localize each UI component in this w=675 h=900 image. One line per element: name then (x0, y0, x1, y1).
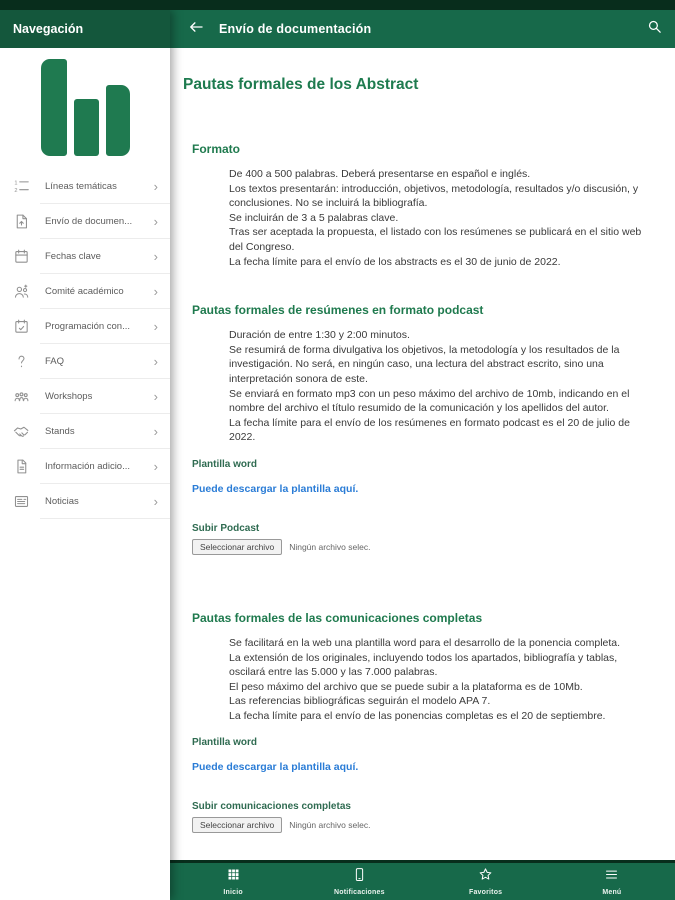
comunicaciones-file-input (192, 817, 675, 833)
nav-item-inicio[interactable]: Inicio (203, 867, 263, 896)
grid-icon (226, 867, 241, 887)
logo-bar-3 (106, 85, 130, 156)
sidebar-item-comite-academico[interactable]: Comité académico › (0, 274, 170, 309)
sidebar-item-programacion[interactable]: Programación con... › (0, 309, 170, 344)
drawer-menu (0, 169, 170, 519)
svg-text:2: 2 (13, 188, 18, 195)
chevron-right-icon: › (153, 354, 158, 369)
navigation-drawer (0, 10, 170, 900)
question-icon (12, 353, 30, 371)
page-title: Pautas formales de los Abstract (183, 76, 419, 93)
subir-comunicaciones-label: Subir comunicaciones completas (192, 801, 351, 813)
svg-text:1: 1 (13, 180, 18, 187)
document-upload-icon (12, 213, 30, 231)
status-bar (0, 0, 675, 10)
chevron-right-icon: › (153, 214, 158, 229)
sidebar-item-informacion-adicional[interactable]: Información adicio... › (0, 449, 170, 484)
menu-icon (604, 867, 619, 887)
section-heading-formato: Formato (192, 142, 240, 156)
paragraph-line: La fecha límite para el envío de los abstracts es el 30 de junio de 2022. (229, 255, 561, 268)
paragraph-line: Tras ser aceptada la propuesta, el listado con los resúmenes se publicará en el sitio web del Congreso. (229, 226, 642, 253)
chevron-right-icon: › (153, 249, 158, 264)
search-button[interactable] (643, 18, 665, 40)
group-icon (12, 388, 30, 406)
logo-bar-2 (74, 99, 99, 156)
arrow-left-icon (187, 18, 205, 41)
paragraph-line: De 400 a 500 palabras. Deberá presentarse en español e inglés. (229, 168, 531, 180)
paragraph-line: La extensión de los originales, incluyendo todos los apartados, bibliografía y tablas, oscilará entre las 5.000 y las 7.000 palabras. (229, 651, 618, 679)
sidebar-item-lineas-tematicas[interactable]: 1 2 Líneas temáticas › (0, 169, 170, 204)
subir-podcast-label: Subir Podcast (192, 522, 260, 534)
paragraph-line: Duración de entre 1:30 y 2:00 minutos. (229, 329, 410, 342)
app-logo (0, 58, 170, 156)
paragraph-line: Se facilitará en la web una plantilla word para el desarrollo de la ponencia completa. (229, 636, 621, 649)
phone-icon (352, 867, 367, 887)
sidebar-item-faq[interactable]: FAQ › (0, 344, 170, 379)
nav-item-menu[interactable]: Menú (582, 867, 642, 896)
sidebar-item-fechas-clave[interactable]: Fechas clave › (0, 239, 170, 274)
paragraph-line: El peso máximo del archivo que se puede subir a la plataforma es de 10Mb. (229, 680, 583, 693)
select-file-button-podcast[interactable]: Seleccionar archivo (192, 539, 282, 555)
calendar-icon (12, 248, 30, 266)
plantilla-word-label-podcast: Plantilla word (192, 458, 258, 470)
paragraph-line: La fecha límite para el envío de los resúmenes en formato podcast es el 20 de julio de 2022. (229, 416, 630, 444)
paragraph-line: Los textos presentarán: introducción, objetivos, metodología, resultados y/o discusión, y conclusiones. No se incluirá la bibliografía. (229, 182, 639, 210)
nav-item-notificaciones[interactable]: Notificaciones (329, 867, 389, 896)
download-template-link-completas[interactable]: Puede descargar la plantilla aquí. (192, 761, 359, 774)
paragraph-line: Se incluirán de 3 a 5 palabras clave. (229, 211, 399, 224)
podcast-file-input (192, 539, 675, 555)
paragraph-line: Se resumirá de forma divulgativa los objetivos, la metodología y los resultados de la investigación. No será, en ningún caso, una lectura del abstract escrito, sino una interpretación sonora de este. (229, 343, 620, 385)
section-heading-comunicaciones: Pautas formales de las comunicaciones completas (192, 610, 483, 625)
numbered-list-icon (12, 178, 30, 196)
plantilla-word-label-completas: Plantilla word (192, 737, 258, 749)
document-icon (12, 458, 30, 476)
paragraph-line: La fecha límite para el envío de las ponencias completas es el 20 de septiembre. (229, 709, 606, 722)
chevron-right-icon: › (153, 319, 158, 334)
comunicaciones-paragraph (229, 636, 653, 724)
podcast-paragraph (229, 328, 653, 445)
chevron-right-icon: › (153, 459, 158, 474)
handshake-icon (12, 423, 30, 441)
drawer-header (0, 10, 170, 48)
sidebar-item-stands[interactable]: Stands › (0, 414, 170, 449)
logo-bar-1 (41, 59, 67, 156)
chevron-right-icon: › (153, 389, 158, 404)
bottom-nav (170, 860, 675, 900)
back-button[interactable] (185, 18, 207, 40)
news-icon (12, 493, 30, 511)
sidebar-item-workshops[interactable]: Workshops › (0, 379, 170, 414)
paragraph-line: Las referencias bibliográficas seguirán el modelo APA 7. (229, 695, 491, 708)
search-icon (646, 18, 663, 40)
section-heading-podcast: Pautas formales de resúmenes en formato podcast (192, 303, 484, 318)
download-template-link-podcast[interactable]: Puede descargar la plantilla aquí. (192, 482, 359, 495)
sidebar-item-noticias[interactable]: Noticias › (0, 484, 170, 519)
file-status-completas: Ningún archivo selec. (289, 820, 371, 831)
file-status-podcast: Ningún archivo selec. (289, 541, 371, 552)
drawer-title: Navegación (13, 22, 84, 36)
chevron-right-icon: › (153, 179, 158, 194)
sidebar-item-envio-documentacion[interactable]: Envío de documen... › (0, 204, 170, 239)
formato-paragraph (229, 167, 653, 269)
select-file-button-completas[interactable]: Seleccionar archivo (192, 817, 282, 833)
chevron-right-icon: › (153, 494, 158, 509)
people-icon (12, 283, 30, 301)
star-icon (478, 867, 493, 887)
chevron-right-icon: › (153, 284, 158, 299)
main-content (170, 48, 675, 863)
chevron-right-icon: › (153, 424, 158, 439)
paragraph-line: Se enviará en formato mp3 con un peso máximo del archivo de 10mb, indicando en el nombre del archivo el título resumido de la comunicación y los apellidos del autor. (229, 387, 630, 415)
nav-item-favoritos[interactable]: Favoritos (456, 867, 516, 896)
calendar-check-icon (12, 318, 30, 336)
app-bar-title: Envío de documentación (219, 22, 372, 36)
